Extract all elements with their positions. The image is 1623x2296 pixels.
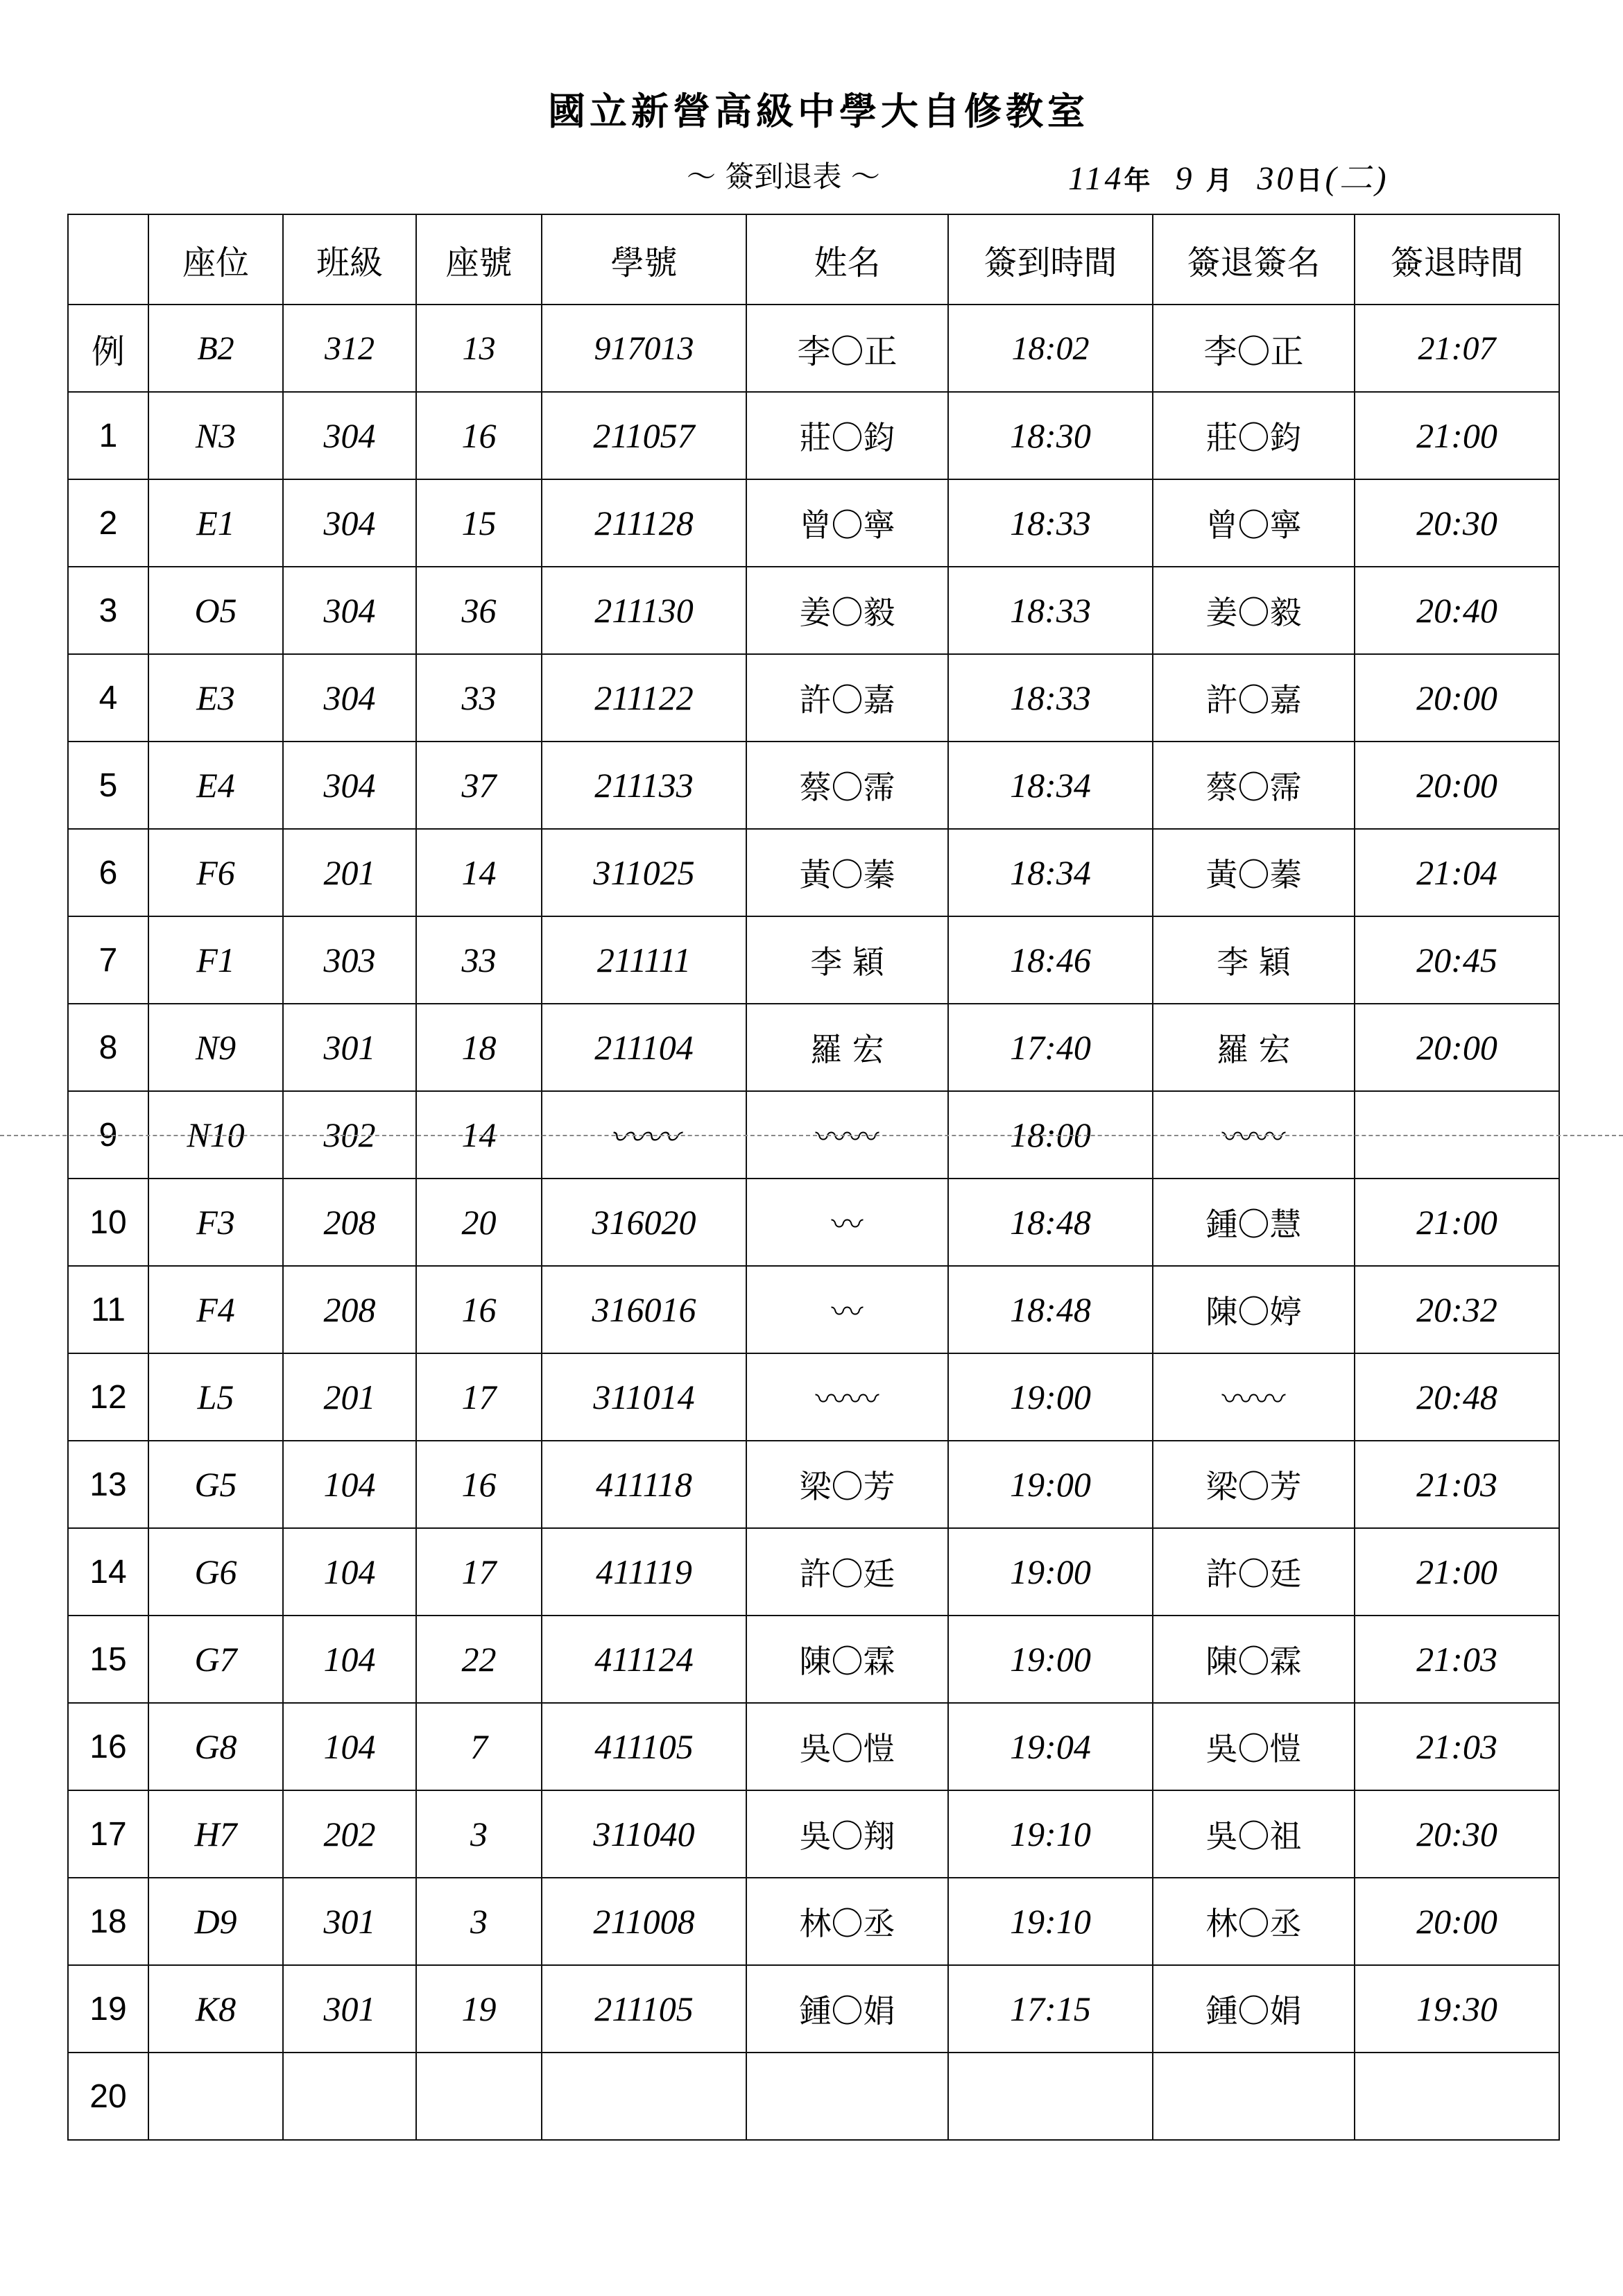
column-header-sign-out-signature: 簽退簽名 — [1153, 214, 1355, 305]
cell-seat-number: 17 — [416, 1353, 542, 1441]
cell-sign-out-time: 21:00 — [1355, 1179, 1559, 1266]
cell-student-id: 〰〰 — [542, 1091, 746, 1179]
cell-row-number: 19 — [68, 1965, 148, 2053]
cell-name: 許〇嘉 — [746, 654, 948, 742]
cell-sign-in-time: 18:48 — [948, 1179, 1153, 1266]
cell-sign-out-time: 20:00 — [1355, 742, 1559, 829]
column-header-seat: 座位 — [148, 214, 283, 305]
cell-sign-in-time: 17:15 — [948, 1965, 1153, 2053]
cell-sign-out-signature: 曾〇寧 — [1153, 479, 1355, 567]
cell-name — [746, 2053, 948, 2140]
cell-sign-out-signature — [1153, 2053, 1355, 2140]
cell-name: 姜〇毅 — [746, 567, 948, 654]
cell-class: 301 — [283, 1878, 416, 1965]
cell-seat: D9 — [148, 1878, 283, 1965]
cell-seat — [148, 2053, 283, 2140]
cell-seat-number: 13 — [416, 305, 542, 392]
table-row — [68, 1179, 1559, 1266]
cell-seat-number: 33 — [416, 916, 542, 1004]
cell-student-id: 917013 — [542, 305, 746, 392]
date-year-unit: 年 — [1124, 165, 1153, 196]
cell-class: 304 — [283, 654, 416, 742]
table-row — [68, 1878, 1559, 1965]
cell-class: 201 — [283, 1353, 416, 1441]
cell-seat: L5 — [148, 1353, 283, 1441]
cell-seat: G8 — [148, 1703, 283, 1790]
cell-row-number: 13 — [68, 1441, 148, 1528]
cell-sign-in-time: 18:46 — [948, 916, 1153, 1004]
cell-sign-in-time: 19:00 — [948, 1441, 1153, 1528]
cell-student-id: 211057 — [542, 392, 746, 479]
cell-name: 吳〇翔 — [746, 1790, 948, 1878]
cell-sign-out-time: 20:32 — [1355, 1266, 1559, 1353]
cell-name: 〰 — [746, 1266, 948, 1353]
cell-seat-number: 16 — [416, 1266, 542, 1353]
cell-seat-number: 14 — [416, 829, 542, 916]
cell-sign-out-signature: 黃〇蓁 — [1153, 829, 1355, 916]
column-header-class: 班級 — [283, 214, 416, 305]
cell-seat: K8 — [148, 1965, 283, 2053]
cell-seat: G7 — [148, 1616, 283, 1703]
cell-sign-in-time: 19:00 — [948, 1616, 1153, 1703]
cell-sign-in-time: 18:30 — [948, 392, 1153, 479]
cell-class: 304 — [283, 479, 416, 567]
column-header-seat-number: 座號 — [416, 214, 542, 305]
cell-row-number: 2 — [68, 479, 148, 567]
cell-sign-in-time: 18:33 — [948, 567, 1153, 654]
cell-sign-out-signature: 蔡〇霈 — [1153, 742, 1355, 829]
cell-seat-number: 37 — [416, 742, 542, 829]
table-row — [68, 1703, 1559, 1790]
column-header-name: 姓名 — [746, 214, 948, 305]
cell-row-number: 18 — [68, 1878, 148, 1965]
date-day-unit: 日 — [1296, 165, 1325, 196]
cell-sign-out-signature: 許〇廷 — [1153, 1528, 1355, 1616]
cell-sign-out-time: 21:07 — [1355, 305, 1559, 392]
cell-sign-out-time: 19:30 — [1355, 1965, 1559, 2053]
date-day: 30 — [1257, 160, 1296, 197]
cell-row-number: 7 — [68, 916, 148, 1004]
cell-sign-in-time: 18:34 — [948, 742, 1153, 829]
cell-seat-number: 15 — [416, 479, 542, 567]
cell-sign-out-time: 21:03 — [1355, 1703, 1559, 1790]
cell-sign-in-time: 17:40 — [948, 1004, 1153, 1091]
page-title: 國立新營高級中學大自修教室 — [548, 89, 1089, 133]
cell-row-number: 例 — [68, 305, 148, 392]
cell-student-id: 211128 — [542, 479, 746, 567]
date-month-unit: 月 — [1205, 165, 1235, 196]
example-row — [68, 305, 1559, 392]
cell-sign-out-time: 20:45 — [1355, 916, 1559, 1004]
cell-student-id — [542, 2053, 746, 2140]
cell-sign-in-time: 19:00 — [948, 1353, 1153, 1441]
cell-sign-out-signature: 〰〰 — [1153, 1353, 1355, 1441]
table-row — [68, 1790, 1559, 1878]
cell-sign-out-signature: 陳〇婷 — [1153, 1266, 1355, 1353]
cell-sign-in-time: 18:48 — [948, 1266, 1153, 1353]
cell-seat-number: 16 — [416, 1441, 542, 1528]
cell-seat-number: 17 — [416, 1528, 542, 1616]
cell-sign-out-time: 20:30 — [1355, 1790, 1559, 1878]
cell-name: 曾〇寧 — [746, 479, 948, 567]
cell-seat: G5 — [148, 1441, 283, 1528]
cell-sign-out-time: 21:04 — [1355, 829, 1559, 916]
cell-seat: F6 — [148, 829, 283, 916]
cell-student-id: 211122 — [542, 654, 746, 742]
cell-sign-out-signature: 許〇嘉 — [1153, 654, 1355, 742]
cell-sign-out-time: 20:40 — [1355, 567, 1559, 654]
cell-name: 莊〇鈞 — [746, 392, 948, 479]
cell-seat-number: 22 — [416, 1616, 542, 1703]
cell-sign-in-time: 18:33 — [948, 654, 1153, 742]
cell-seat: N3 — [148, 392, 283, 479]
cell-class: 304 — [283, 392, 416, 479]
cell-seat-number: 16 — [416, 392, 542, 479]
cell-name: 吳〇愷 — [746, 1703, 948, 1790]
cell-sign-in-time: 18:00 — [948, 1091, 1153, 1179]
cell-sign-out-time: 21:00 — [1355, 1528, 1559, 1616]
cell-sign-out-signature: 莊〇鈞 — [1153, 392, 1355, 479]
table-row — [68, 654, 1559, 742]
cell-sign-out-signature: 鍾〇慧 — [1153, 1179, 1355, 1266]
cell-class: 303 — [283, 916, 416, 1004]
cell-sign-in-time — [948, 2053, 1153, 2140]
cell-sign-out-time: 21:03 — [1355, 1616, 1559, 1703]
cell-class: 201 — [283, 829, 416, 916]
table-row — [68, 1004, 1559, 1091]
cell-class: 301 — [283, 1004, 416, 1091]
table-row — [68, 1441, 1559, 1528]
sign-in-table — [67, 214, 1560, 2141]
table-row — [68, 2053, 1559, 2140]
cell-row-number: 12 — [68, 1353, 148, 1441]
cell-row-number: 17 — [68, 1790, 148, 1878]
cell-row-number: 4 — [68, 654, 148, 742]
cell-name: 鍾〇娟 — [746, 1965, 948, 2053]
cell-student-id: 311014 — [542, 1353, 746, 1441]
column-header-row-number — [68, 214, 148, 305]
cell-class: 208 — [283, 1179, 416, 1266]
table-row — [68, 1266, 1559, 1353]
cell-seat: E4 — [148, 742, 283, 829]
cell-class — [283, 2053, 416, 2140]
table-row — [68, 1528, 1559, 1616]
cell-seat-number: 33 — [416, 654, 542, 742]
cell-class: 312 — [283, 305, 416, 392]
cell-seat-number: 14 — [416, 1091, 542, 1179]
cell-sign-out-time: 21:03 — [1355, 1441, 1559, 1528]
cell-sign-out-signature: 陳〇霖 — [1153, 1616, 1355, 1703]
cell-row-number: 5 — [68, 742, 148, 829]
table-row — [68, 567, 1559, 654]
cell-student-id: 311040 — [542, 1790, 746, 1878]
cell-class: 302 — [283, 1091, 416, 1179]
cell-sign-out-time — [1355, 2053, 1559, 2140]
cell-seat-number: 7 — [416, 1703, 542, 1790]
cell-row-number: 20 — [68, 2053, 148, 2140]
cell-seat-number: 3 — [416, 1878, 542, 1965]
cell-seat: E1 — [148, 479, 283, 567]
table-row — [68, 392, 1559, 479]
form-date — [1068, 151, 1389, 199]
cell-seat-number: 18 — [416, 1004, 542, 1091]
cell-name: 李 穎 — [746, 916, 948, 1004]
cell-seat: O5 — [148, 567, 283, 654]
cell-student-id: 211105 — [542, 1965, 746, 2053]
cell-sign-out-signature: 吳〇祖 — [1153, 1790, 1355, 1878]
cell-seat: F4 — [148, 1266, 283, 1353]
cell-sign-out-signature: 〰〰 — [1153, 1091, 1355, 1179]
cell-sign-in-time: 18:34 — [948, 829, 1153, 916]
cell-sign-in-time: 18:33 — [948, 479, 1153, 567]
cell-sign-out-signature: 李 穎 — [1153, 916, 1355, 1004]
cell-student-id: 211130 — [542, 567, 746, 654]
cell-sign-out-time: 20:30 — [1355, 479, 1559, 567]
cell-seat-number — [416, 2053, 542, 2140]
cell-row-number: 15 — [68, 1616, 148, 1703]
cell-name: 林〇丞 — [746, 1878, 948, 1965]
cell-student-id: 411124 — [542, 1616, 746, 1703]
cell-student-id: 316016 — [542, 1266, 746, 1353]
cell-row-number: 10 — [68, 1179, 148, 1266]
cell-row-number: 14 — [68, 1528, 148, 1616]
table-row — [68, 916, 1559, 1004]
form-subtitle: ～ 簽到退表 ～ — [687, 160, 880, 194]
cell-student-id: 211104 — [542, 1004, 746, 1091]
cell-row-number: 11 — [68, 1266, 148, 1353]
cell-class: 208 — [283, 1266, 416, 1353]
cell-class: 104 — [283, 1528, 416, 1616]
table-row — [68, 829, 1559, 916]
cell-class: 301 — [283, 1965, 416, 2053]
cell-name: 李〇正 — [746, 305, 948, 392]
cell-seat: F1 — [148, 916, 283, 1004]
cell-class: 104 — [283, 1616, 416, 1703]
cell-seat: N9 — [148, 1004, 283, 1091]
cell-sign-out-signature: 梁〇芳 — [1153, 1441, 1355, 1528]
table-row — [68, 742, 1559, 829]
cell-sign-out-time: 20:00 — [1355, 654, 1559, 742]
table-row — [68, 479, 1559, 567]
cell-name: 〰 — [746, 1179, 948, 1266]
column-header-sign-out-time: 簽退時間 — [1355, 214, 1559, 305]
cell-row-number: 16 — [68, 1703, 148, 1790]
cell-class: 304 — [283, 742, 416, 829]
date-year: 114 — [1068, 160, 1124, 197]
column-header-sign-in-time: 簽到時間 — [948, 214, 1153, 305]
cell-sign-in-time: 19:00 — [948, 1528, 1153, 1616]
cell-class: 104 — [283, 1441, 416, 1528]
cell-sign-out-time: 20:48 — [1355, 1353, 1559, 1441]
cell-sign-out-signature: 姜〇毅 — [1153, 567, 1355, 654]
date-weekday: (二) — [1325, 160, 1389, 197]
cell-class: 304 — [283, 567, 416, 654]
cell-row-number: 1 — [68, 392, 148, 479]
cell-sign-out-time: 21:00 — [1355, 392, 1559, 479]
cell-name: 〰〰 — [746, 1353, 948, 1441]
cell-sign-out-signature: 李〇正 — [1153, 305, 1355, 392]
cell-seat: B2 — [148, 305, 283, 392]
cell-name: 陳〇霖 — [746, 1616, 948, 1703]
cell-seat: H7 — [148, 1790, 283, 1878]
cell-row-number: 8 — [68, 1004, 148, 1091]
cell-row-number: 9 — [68, 1091, 148, 1179]
cell-seat: N10 — [148, 1091, 283, 1179]
cell-name: 羅 宏 — [746, 1004, 948, 1091]
column-header-student-id: 學號 — [542, 214, 746, 305]
cell-class: 104 — [283, 1703, 416, 1790]
cell-name: 蔡〇霈 — [746, 742, 948, 829]
cell-student-id: 411119 — [542, 1528, 746, 1616]
scan-fold-line — [0, 1135, 1623, 1136]
table-row — [68, 1965, 1559, 2053]
cell-sign-in-time: 18:02 — [948, 305, 1153, 392]
cell-row-number: 6 — [68, 829, 148, 916]
table-row — [68, 1616, 1559, 1703]
cell-sign-out-signature: 吳〇愷 — [1153, 1703, 1355, 1790]
cell-student-id: 316020 — [542, 1179, 746, 1266]
cell-sign-in-time: 19:10 — [948, 1878, 1153, 1965]
cell-name: 黃〇蓁 — [746, 829, 948, 916]
cell-student-id: 211111 — [542, 916, 746, 1004]
cell-class: 202 — [283, 1790, 416, 1878]
cell-sign-out-time: 20:00 — [1355, 1878, 1559, 1965]
cell-sign-out-signature: 林〇丞 — [1153, 1878, 1355, 1965]
cell-seat-number: 19 — [416, 1965, 542, 2053]
cell-row-number: 3 — [68, 567, 148, 654]
cell-seat: G6 — [148, 1528, 283, 1616]
cell-sign-out-signature: 鍾〇娟 — [1153, 1965, 1355, 2053]
table-header-row — [68, 214, 1559, 305]
cell-seat-number: 20 — [416, 1179, 542, 1266]
cell-student-id: 211133 — [542, 742, 746, 829]
cell-name: 梁〇芳 — [746, 1441, 948, 1528]
cell-sign-in-time: 19:10 — [948, 1790, 1153, 1878]
cell-student-id: 211008 — [542, 1878, 746, 1965]
cell-seat: E3 — [148, 654, 283, 742]
cell-student-id: 411118 — [542, 1441, 746, 1528]
cell-name: 〰〰 — [746, 1091, 948, 1179]
table-row — [68, 1353, 1559, 1441]
cell-seat-number: 3 — [416, 1790, 542, 1878]
cell-student-id: 311025 — [542, 829, 746, 916]
cell-sign-out-time: 20:00 — [1355, 1004, 1559, 1091]
date-month: 9 — [1175, 160, 1195, 197]
cell-seat: F3 — [148, 1179, 283, 1266]
cell-student-id: 411105 — [542, 1703, 746, 1790]
cell-name: 許〇廷 — [746, 1528, 948, 1616]
cell-sign-in-time: 19:04 — [948, 1703, 1153, 1790]
cell-sign-out-signature: 羅 宏 — [1153, 1004, 1355, 1091]
cell-seat-number: 36 — [416, 567, 542, 654]
